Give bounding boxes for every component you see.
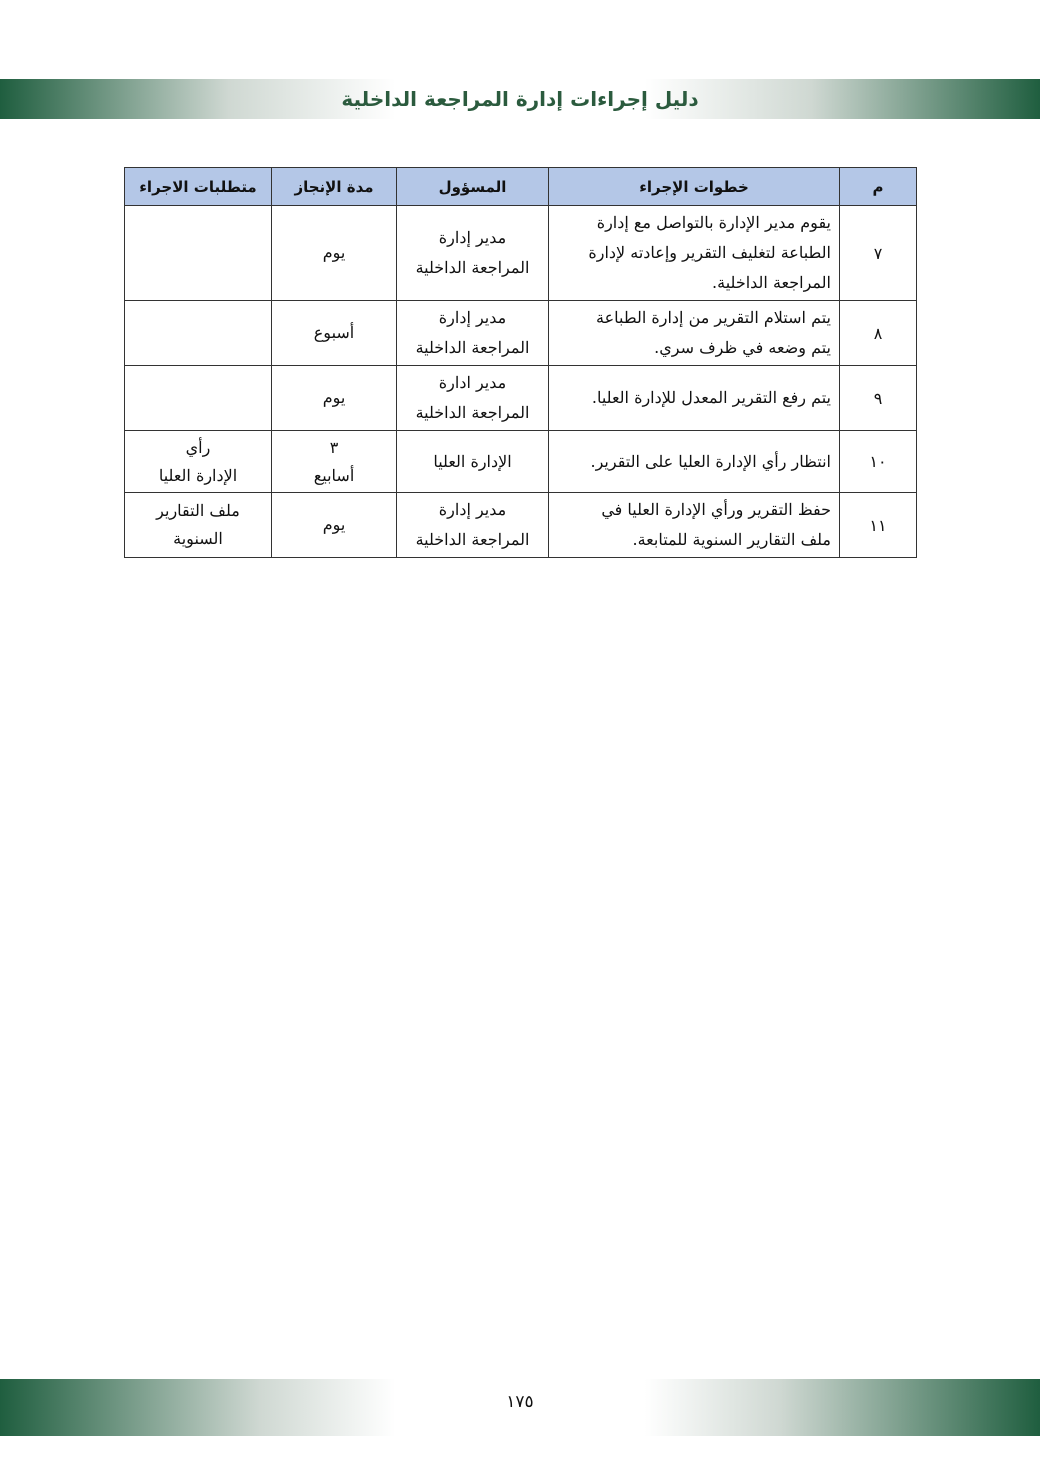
cell-duration [272,366,397,431]
cell-number: ٨ [840,301,917,366]
procedure-table [124,167,917,558]
cell-duration-line: أسبوع [313,323,355,342]
cell-step [549,431,840,493]
cell-step-line: يقوم مدير الإدارة بالتواصل مع إدارة [596,213,831,232]
cell-requirements-line: رأي [185,437,211,457]
cell-requirements [125,206,272,301]
cell-requirements [125,493,272,558]
column-header-responsible: المسؤول [397,168,549,206]
column-header-requirements: متطلبات الاجراء [125,168,272,206]
cell-requirements [125,366,272,431]
cell-step-line: يتم وضعه في ظرف سري. [654,338,831,357]
cell-responsible-line: مدير إدارة [438,228,507,247]
cell-duration-line: يوم [322,243,346,262]
cell-requirements [125,301,272,366]
cell-responsible-line: الإدارة العليا [433,451,512,471]
cell-responsible-line: المراجعة الداخلية [415,338,530,357]
cell-step-line: الطباعة لتغليف التقرير وإعادته لإدارة [588,243,831,262]
cell-responsible [397,431,549,493]
cell-number: ١١ [840,493,917,558]
table-header-row [125,168,917,206]
cell-number: ٩ [840,366,917,431]
cell-duration-line: أسابيع [313,465,355,485]
cell-responsible [397,366,549,431]
cell-step-line: ملف التقارير السنوية للمتابعة. [632,530,831,549]
page-number: ١٧٥ [506,1392,534,1412]
cell-step [549,206,840,301]
cell-responsible-line: مدير إدارة [438,308,507,327]
table-row [125,301,917,366]
table-row [125,206,917,301]
cell-responsible-line: مدير ادارة [438,373,507,392]
cell-step-line: يتم استلام التقرير من إدارة الطباعة [596,308,831,327]
cell-number: ٧ [840,206,917,301]
cell-responsible-line: المراجعة الداخلية [415,403,530,422]
cell-step-line: انتظار رأي الإدارة العليا على التقرير. [590,451,831,471]
cell-duration-line: يوم [322,388,346,407]
cell-requirements-line: الإدارة العليا [158,465,238,485]
cell-step [549,301,840,366]
cell-requirements [125,431,272,493]
column-header-steps: خطوات الإجراء [549,168,840,206]
cell-number: ١٠ [840,431,917,493]
cell-responsible-line: المراجعة الداخلية [415,530,530,549]
cell-step [549,493,840,558]
cell-responsible [397,493,549,558]
cell-step-line: المراجعة الداخلية. [712,273,831,292]
table-row [125,431,917,493]
table-row [125,366,917,431]
cell-responsible [397,206,549,301]
cell-requirements-line: السنوية [173,529,223,548]
cell-duration-line: ٣ [329,437,339,457]
cell-duration [272,493,397,558]
cell-responsible-line: المراجعة الداخلية [415,258,530,277]
cell-step [549,366,840,431]
cell-duration-line: يوم [322,515,346,534]
cell-step-line: يتم رفع التقرير المعدل للإدارة العليا. [591,388,831,407]
cell-responsible [397,301,549,366]
cell-duration [272,431,397,493]
cell-requirements-line: ملف التقارير [156,501,240,520]
table-row [125,493,917,558]
page-title: دليل إجراءات إدارة المراجعة الداخلية [341,87,699,111]
cell-step-line: حفظ التقرير ورأي الإدارة العليا في [601,500,831,519]
cell-duration [272,301,397,366]
column-header-number: م [840,168,917,206]
cell-duration [272,206,397,301]
cell-responsible-line: مدير إدارة [438,500,507,519]
column-header-duration: مدة الإنجاز [272,168,397,206]
table-body [125,206,917,558]
